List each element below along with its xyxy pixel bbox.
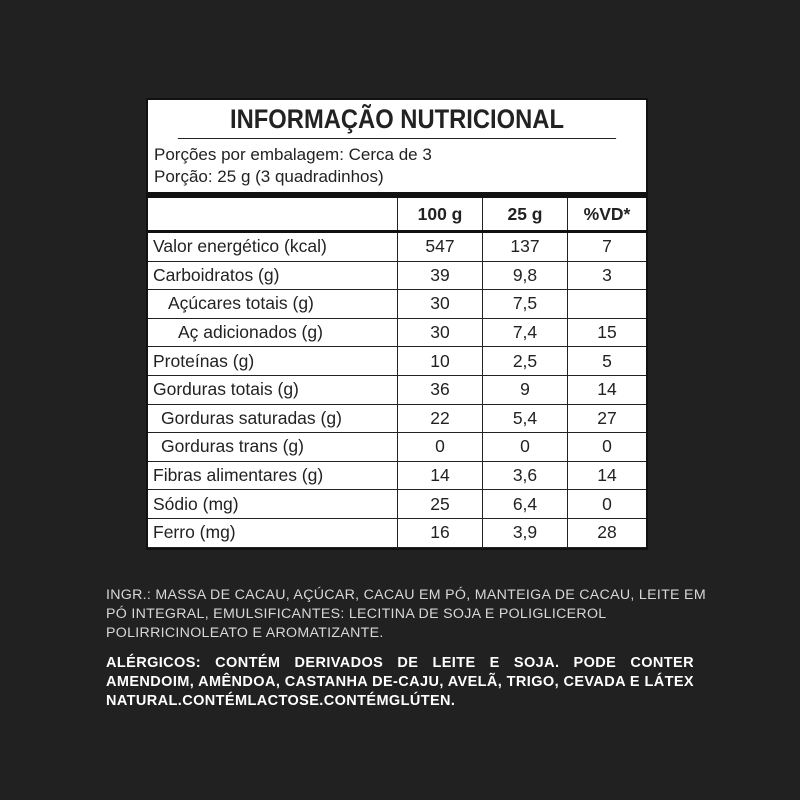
- value-25g: 137: [483, 232, 568, 262]
- table-row: [148, 518, 646, 547]
- value-100g: 30: [398, 318, 483, 347]
- row-label: Valor energético (kcal): [148, 232, 398, 262]
- table-row: [148, 461, 646, 490]
- header-vd: %VD*: [568, 198, 647, 232]
- row-label: Proteínas (g): [148, 347, 398, 376]
- value-vd: 3: [568, 261, 647, 290]
- value-25g: 7,5: [483, 290, 568, 319]
- table-row: [148, 375, 646, 404]
- value-100g: 39: [398, 261, 483, 290]
- table-header-row: [148, 198, 646, 232]
- value-100g: 36: [398, 375, 483, 404]
- value-vd: 0: [568, 490, 647, 519]
- row-label: Gorduras trans (g): [148, 433, 398, 462]
- value-25g: 3,6: [483, 461, 568, 490]
- value-100g: 16: [398, 518, 483, 547]
- value-vd: 14: [568, 375, 647, 404]
- portions-per-pack: Porções por embalagem: Cerca de 3: [154, 145, 432, 164]
- value-25g: 7,4: [483, 318, 568, 347]
- allergens-text: ALÉRGICOS: CONTÉM DERIVADOS DE LEITE E SOJA. PODE CONTER AMENDOIM, AMÊNDOA, CASTANHA DE-CAJU, AVELÃ, TRIGO, CEVADA E LÁTEX NATURAL.CONTÉMLACTOSE.CONTÉMGLÚTEN.: [106, 655, 694, 709]
- row-label: Fibras alimentares (g): [148, 461, 398, 490]
- portion-size: Porção: 25 g (3 quadradinhos): [154, 167, 384, 186]
- value-25g: 3,9: [483, 518, 568, 547]
- value-25g: 6,4: [483, 490, 568, 519]
- table-row: [148, 347, 646, 376]
- table-row: [148, 404, 646, 433]
- value-100g: 14: [398, 461, 483, 490]
- panel-title: INFORMAÇÃO NUTRICIONAL: [178, 100, 616, 139]
- header-25g: 25 g: [483, 198, 568, 232]
- value-100g: 10: [398, 347, 483, 376]
- nutrition-table: [148, 198, 646, 548]
- header-label-cell: [148, 198, 398, 232]
- table-row: [148, 261, 646, 290]
- value-vd: [568, 290, 647, 319]
- value-25g: 9: [483, 375, 568, 404]
- header-100g: 100 g: [398, 198, 483, 232]
- table-row: [148, 290, 646, 319]
- value-25g: 0: [483, 433, 568, 462]
- table-row: [148, 490, 646, 519]
- value-vd: 14: [568, 461, 647, 490]
- row-label: Açúcares totais (g): [148, 290, 398, 319]
- value-vd: 7: [568, 232, 647, 262]
- value-vd: 27: [568, 404, 647, 433]
- value-25g: 9,8: [483, 261, 568, 290]
- row-label: Carboidratos (g): [148, 261, 398, 290]
- row-label: Aç adicionados (g): [148, 318, 398, 347]
- row-label: Sódio (mg): [148, 490, 398, 519]
- nutrition-facts-panel: [146, 98, 648, 550]
- value-25g: 5,4: [483, 404, 568, 433]
- row-label: Ferro (mg): [148, 518, 398, 547]
- table-row: [148, 433, 646, 462]
- value-vd: 28: [568, 518, 647, 547]
- row-label: Gorduras totais (g): [148, 375, 398, 404]
- value-vd: 0: [568, 433, 647, 462]
- value-100g: 547: [398, 232, 483, 262]
- table-row: [148, 318, 646, 347]
- value-100g: 0: [398, 433, 483, 462]
- value-100g: 30: [398, 290, 483, 319]
- ingredients-text: INGR.: MASSA DE CACAU, AÇÚCAR, CACAU EM PÓ, MANTEIGA DE CACAU, LEITE EM PÓ INTEGRAL, EMULSIFICANTES: LECITINA DE SOJA E POLIGLICEROL POLIRRICINOLEATO E AROMATIZANTE.: [106, 587, 706, 641]
- value-vd: 15: [568, 318, 647, 347]
- row-label: Gorduras saturadas (g): [148, 404, 398, 433]
- table-row: [148, 232, 646, 262]
- value-100g: 25: [398, 490, 483, 519]
- value-25g: 2,5: [483, 347, 568, 376]
- value-vd: 5: [568, 347, 647, 376]
- value-100g: 22: [398, 404, 483, 433]
